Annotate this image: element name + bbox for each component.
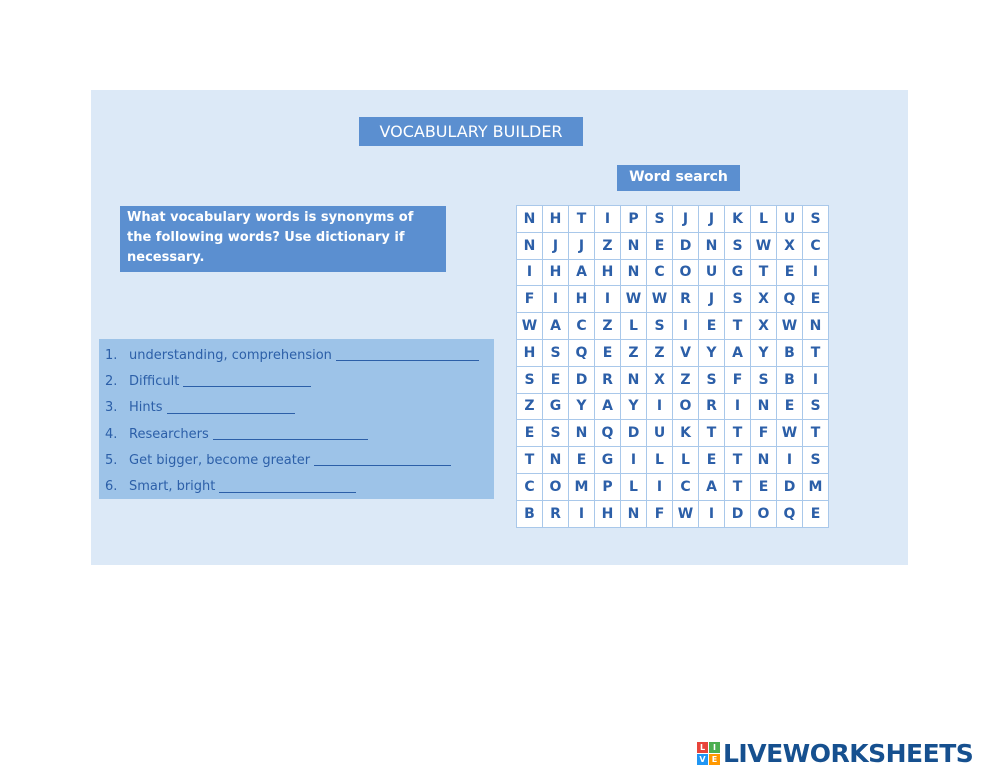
- grid-cell[interactable]: N: [699, 232, 725, 259]
- grid-cell[interactable]: T: [803, 420, 829, 447]
- grid-cell[interactable]: U: [777, 206, 803, 233]
- grid-cell[interactable]: I: [543, 286, 569, 313]
- grid-cell[interactable]: H: [543, 206, 569, 233]
- grid-cell[interactable]: I: [699, 500, 725, 527]
- grid-cell[interactable]: E: [569, 447, 595, 474]
- grid-cell[interactable]: S: [647, 206, 673, 233]
- question-text: Difficult: [129, 373, 180, 389]
- question-number: 3.: [105, 400, 118, 416]
- grid-cell[interactable]: I: [595, 206, 621, 233]
- grid-cell[interactable]: S: [699, 366, 725, 393]
- grid-cell[interactable]: A: [569, 259, 595, 286]
- logo-icon-letter: V: [697, 754, 708, 765]
- grid-cell[interactable]: R: [595, 366, 621, 393]
- grid-cell[interactable]: T: [725, 473, 751, 500]
- grid-cell[interactable]: S: [725, 232, 751, 259]
- answer-blank[interactable]: [167, 400, 295, 414]
- grid-cell[interactable]: D: [621, 420, 647, 447]
- grid-cell[interactable]: J: [543, 232, 569, 259]
- grid-cell[interactable]: M: [803, 473, 829, 500]
- grid-cell[interactable]: T: [725, 447, 751, 474]
- grid-cell[interactable]: T: [725, 420, 751, 447]
- grid-cell[interactable]: E: [803, 500, 829, 527]
- grid-cell[interactable]: O: [751, 500, 777, 527]
- question-item: [99, 342, 494, 368]
- grid-cell[interactable]: G: [725, 259, 751, 286]
- grid-cell[interactable]: Z: [621, 339, 647, 366]
- grid-cell[interactable]: L: [621, 313, 647, 340]
- grid-cell[interactable]: G: [595, 447, 621, 474]
- question-item: [99, 368, 494, 394]
- grid-cell[interactable]: I: [673, 313, 699, 340]
- logo-icon: [697, 742, 720, 765]
- grid-cell[interactable]: Z: [595, 313, 621, 340]
- grid-cell[interactable]: A: [595, 393, 621, 420]
- grid-cell[interactable]: S: [803, 206, 829, 233]
- grid-cell[interactable]: S: [543, 339, 569, 366]
- question-item: [99, 473, 494, 499]
- grid-cell[interactable]: W: [751, 232, 777, 259]
- grid-cell[interactable]: A: [699, 473, 725, 500]
- grid-cell[interactable]: J: [673, 206, 699, 233]
- grid-cell[interactable]: E: [595, 339, 621, 366]
- grid-cell[interactable]: J: [699, 286, 725, 313]
- question-number: 4.: [105, 426, 118, 442]
- grid-cell[interactable]: W: [673, 500, 699, 527]
- grid-cell[interactable]: Q: [777, 500, 803, 527]
- grid-cell[interactable]: O: [543, 473, 569, 500]
- grid-cell[interactable]: E: [751, 473, 777, 500]
- grid-cell[interactable]: F: [751, 420, 777, 447]
- grid-cell[interactable]: C: [673, 473, 699, 500]
- grid-cell[interactable]: L: [673, 447, 699, 474]
- grid-cell[interactable]: I: [777, 447, 803, 474]
- grid-cell[interactable]: U: [699, 259, 725, 286]
- logo-text: LIVEWORKSHEETS: [723, 738, 974, 768]
- grid-cell[interactable]: F: [517, 286, 543, 313]
- grid-cell[interactable]: E: [543, 366, 569, 393]
- grid-cell[interactable]: E: [777, 393, 803, 420]
- grid-cell[interactable]: W: [777, 313, 803, 340]
- grid-cell[interactable]: N: [621, 259, 647, 286]
- grid-cell[interactable]: W: [777, 420, 803, 447]
- grid-cell[interactable]: E: [803, 286, 829, 313]
- grid-cell[interactable]: X: [647, 366, 673, 393]
- grid-cell[interactable]: K: [725, 206, 751, 233]
- question-number: 6.: [105, 479, 118, 495]
- grid-cell[interactable]: T: [517, 447, 543, 474]
- grid-cell[interactable]: W: [647, 286, 673, 313]
- grid-cell[interactable]: N: [751, 393, 777, 420]
- grid-cell[interactable]: Q: [595, 420, 621, 447]
- grid-cell[interactable]: H: [543, 259, 569, 286]
- grid-cell[interactable]: D: [569, 366, 595, 393]
- grid-cell[interactable]: P: [595, 473, 621, 500]
- grid-cell[interactable]: J: [699, 206, 725, 233]
- grid-cell[interactable]: I: [595, 286, 621, 313]
- logo-icon-letter: L: [697, 742, 708, 753]
- grid-cell[interactable]: N: [517, 206, 543, 233]
- answer-blank[interactable]: [183, 373, 311, 387]
- grid-cell[interactable]: O: [673, 259, 699, 286]
- grid-row: [517, 232, 829, 259]
- grid-row: [517, 259, 829, 286]
- grid-cell[interactable]: E: [517, 420, 543, 447]
- grid-cell[interactable]: Y: [621, 393, 647, 420]
- grid-cell[interactable]: L: [621, 473, 647, 500]
- question-item: [99, 447, 494, 473]
- question-item: [99, 421, 494, 447]
- grid-cell[interactable]: E: [777, 259, 803, 286]
- worksheet-title: VOCABULARY BUILDER: [359, 117, 583, 146]
- grid-row: [517, 366, 829, 393]
- grid-cell[interactable]: U: [647, 420, 673, 447]
- grid-cell[interactable]: R: [673, 286, 699, 313]
- grid-cell[interactable]: I: [517, 259, 543, 286]
- grid-cell[interactable]: W: [621, 286, 647, 313]
- grid-cell[interactable]: H: [569, 286, 595, 313]
- grid-cell[interactable]: D: [777, 473, 803, 500]
- grid-cell[interactable]: K: [673, 420, 699, 447]
- grid-cell[interactable]: I: [725, 393, 751, 420]
- grid-row: [517, 286, 829, 313]
- grid-cell[interactable]: N: [803, 313, 829, 340]
- grid-cell[interactable]: L: [751, 206, 777, 233]
- grid-cell[interactable]: P: [621, 206, 647, 233]
- grid-cell[interactable]: L: [647, 447, 673, 474]
- grid-cell[interactable]: S: [647, 313, 673, 340]
- grid-cell[interactable]: Q: [569, 339, 595, 366]
- grid-cell[interactable]: F: [725, 366, 751, 393]
- logo-icon-letter: I: [709, 742, 720, 753]
- grid-cell[interactable]: A: [543, 313, 569, 340]
- grid-cell[interactable]: X: [777, 232, 803, 259]
- question-text: Get bigger, become greater: [129, 452, 311, 468]
- grid-cell[interactable]: D: [725, 500, 751, 527]
- grid-cell[interactable]: I: [621, 447, 647, 474]
- grid-cell[interactable]: C: [569, 313, 595, 340]
- grid-cell[interactable]: T: [803, 339, 829, 366]
- grid-row: [517, 420, 829, 447]
- grid-row: [517, 339, 829, 366]
- grid-row: [517, 447, 829, 474]
- question-number: 5.: [105, 452, 118, 468]
- grid-cell[interactable]: C: [517, 473, 543, 500]
- question-number: 2.: [105, 373, 118, 389]
- grid-cell[interactable]: M: [569, 473, 595, 500]
- grid-cell[interactable]: Z: [647, 339, 673, 366]
- grid-cell[interactable]: B: [517, 500, 543, 527]
- grid-cell[interactable]: S: [725, 286, 751, 313]
- grid-cell[interactable]: T: [725, 313, 751, 340]
- grid-cell[interactable]: S: [803, 393, 829, 420]
- grid-cell[interactable]: I: [803, 259, 829, 286]
- grid-cell[interactable]: G: [543, 393, 569, 420]
- grid-cell[interactable]: B: [777, 366, 803, 393]
- grid-cell[interactable]: H: [517, 339, 543, 366]
- grid-cell[interactable]: W: [517, 313, 543, 340]
- grid-cell[interactable]: Z: [517, 393, 543, 420]
- grid-row: [517, 473, 829, 500]
- grid-cell[interactable]: S: [751, 366, 777, 393]
- grid-row: [517, 313, 829, 340]
- grid-cell[interactable]: I: [647, 393, 673, 420]
- word-search-label: Word search: [617, 165, 740, 191]
- grid-cell[interactable]: E: [699, 447, 725, 474]
- grid-cell[interactable]: N: [621, 232, 647, 259]
- answer-blank[interactable]: [314, 452, 451, 466]
- grid-cell[interactable]: V: [673, 339, 699, 366]
- grid-cell[interactable]: O: [673, 393, 699, 420]
- answer-blank[interactable]: [213, 426, 368, 440]
- question-text: Smart, bright: [129, 479, 216, 495]
- grid-cell[interactable]: T: [751, 259, 777, 286]
- grid-cell[interactable]: Y: [569, 393, 595, 420]
- grid-row: [517, 393, 829, 420]
- question-number: 1.: [105, 347, 118, 363]
- grid-cell[interactable]: B: [777, 339, 803, 366]
- grid-cell[interactable]: X: [751, 286, 777, 313]
- grid-cell[interactable]: F: [647, 500, 673, 527]
- grid-cell[interactable]: Z: [673, 366, 699, 393]
- grid-cell[interactable]: H: [595, 259, 621, 286]
- grid-cell[interactable]: Y: [699, 339, 725, 366]
- grid-cell[interactable]: N: [621, 500, 647, 527]
- grid-cell[interactable]: I: [569, 500, 595, 527]
- grid-cell[interactable]: R: [699, 393, 725, 420]
- grid-cell[interactable]: D: [673, 232, 699, 259]
- word-search-grid: [516, 205, 829, 528]
- grid-cell[interactable]: T: [699, 420, 725, 447]
- liveworksheets-logo[interactable]: [697, 737, 973, 769]
- grid-cell[interactable]: Z: [595, 232, 621, 259]
- grid-cell[interactable]: S: [543, 420, 569, 447]
- grid-cell[interactable]: T: [569, 206, 595, 233]
- grid-cell[interactable]: J: [569, 232, 595, 259]
- grid-cell[interactable]: I: [803, 366, 829, 393]
- grid-row: [517, 500, 829, 527]
- grid-cell[interactable]: C: [647, 259, 673, 286]
- grid-cell[interactable]: R: [543, 500, 569, 527]
- grid-cell[interactable]: A: [725, 339, 751, 366]
- grid-cell[interactable]: C: [803, 232, 829, 259]
- instructions-box: What vocabulary words is synonyms of the following words? Use dictionary if necessary.: [120, 206, 446, 272]
- answer-blank[interactable]: [219, 479, 356, 493]
- grid-cell[interactable]: X: [751, 313, 777, 340]
- grid-cell[interactable]: H: [595, 500, 621, 527]
- questions-list: [99, 339, 494, 499]
- grid-cell[interactable]: E: [647, 232, 673, 259]
- question-text: Researchers: [129, 426, 209, 442]
- question-item: [99, 395, 494, 421]
- grid-row: [517, 206, 829, 233]
- logo-icon-letter: E: [709, 754, 720, 765]
- grid-cell[interactable]: N: [543, 447, 569, 474]
- grid-cell[interactable]: Y: [751, 339, 777, 366]
- grid-cell[interactable]: I: [647, 473, 673, 500]
- grid-cell[interactable]: Q: [777, 286, 803, 313]
- answer-blank[interactable]: [336, 347, 479, 361]
- grid-cell[interactable]: N: [569, 420, 595, 447]
- grid-cell[interactable]: S: [517, 366, 543, 393]
- grid-cell[interactable]: N: [751, 447, 777, 474]
- grid-cell[interactable]: N: [517, 232, 543, 259]
- question-text: Hints: [129, 400, 163, 416]
- grid-cell[interactable]: S: [803, 447, 829, 474]
- grid-cell[interactable]: E: [699, 313, 725, 340]
- grid-cell[interactable]: N: [621, 366, 647, 393]
- question-text: understanding, comprehension: [129, 347, 332, 363]
